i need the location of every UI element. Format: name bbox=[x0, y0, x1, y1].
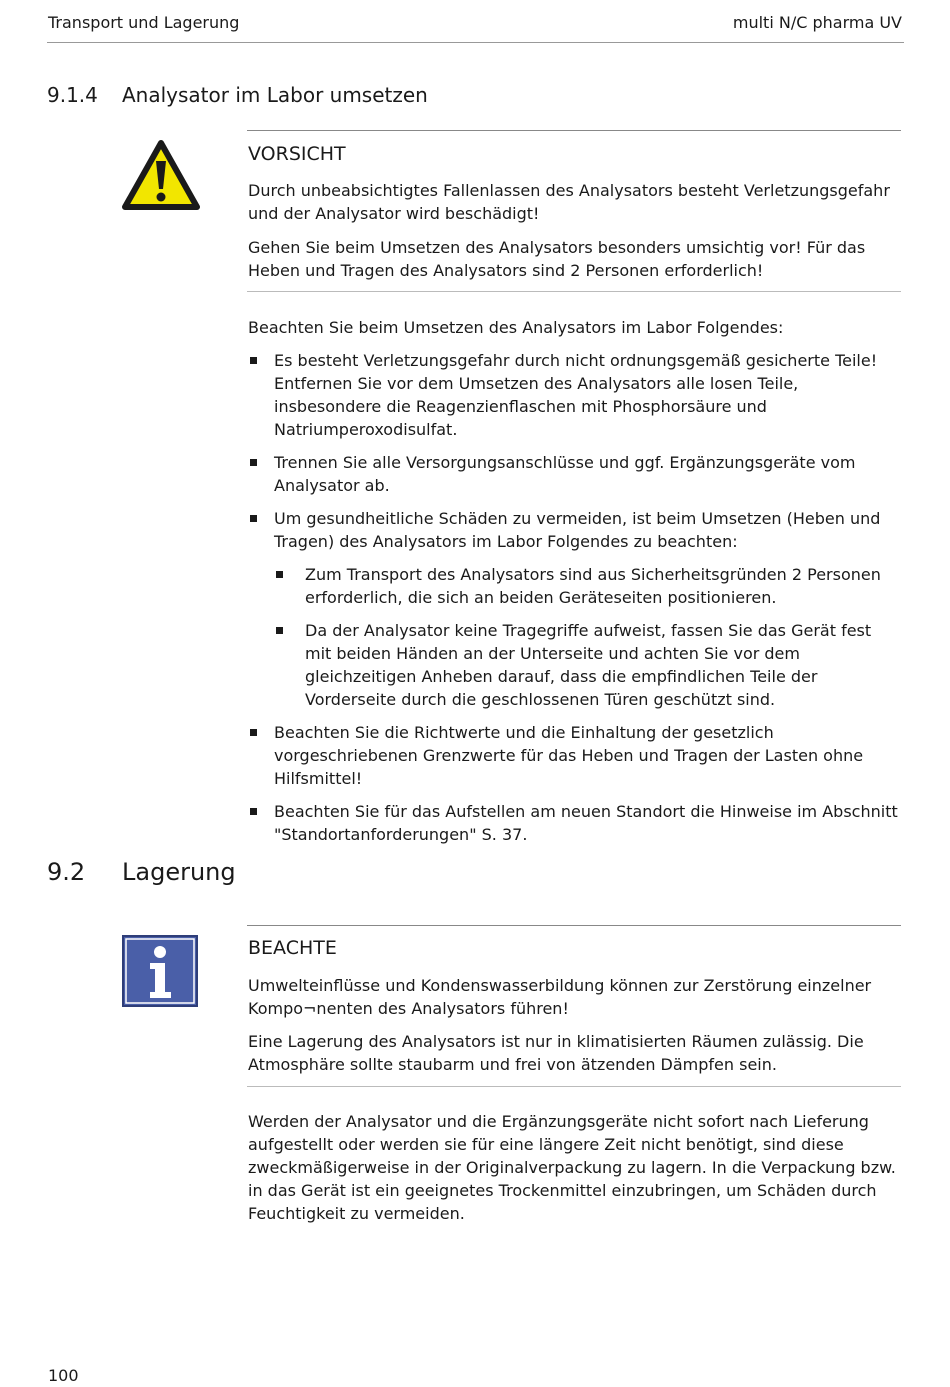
warning-triangle-icon bbox=[121, 139, 201, 215]
list-item: Beachten Sie die Richtwerte und die Einhaltung der gesetzlich vorgeschriebenen Grenzwerte für das Heben und Tragen der Lasten ohne Hilfsmittel! bbox=[248, 721, 898, 790]
list-item: Es besteht Verletzungsgefahr durch nicht ordnungsgemäß gesicherte Teile! Entfernen Sie vor dem Umsetzen des Analysators alle losen Teile, insbesondere die Reagenzienflaschen mit Phosphorsäure und Natriumperoxodisulfat. bbox=[248, 349, 898, 441]
section-number: 9.2 bbox=[47, 858, 86, 886]
note-text-1: Umwelteinflüsse und Kondenswasserbildung können zur Zerstörung einzelner Kompo¬nenten des Analysators führen! bbox=[248, 976, 872, 1018]
section-heading-9-1-4 bbox=[47, 83, 428, 107]
header-divider bbox=[47, 42, 904, 43]
section-title: Lagerung bbox=[122, 858, 236, 886]
sub-list-item: Zum Transport des Analysators sind aus Sicherheitsgründen 2 Personen erforderlich, die sich an beiden Geräteseiten positionieren. bbox=[274, 563, 898, 609]
running-header-product: multi N/C pharma UV bbox=[732, 13, 902, 32]
list-item bbox=[248, 507, 898, 711]
list-item: Trennen Sie alle Versorgungsanschlüsse und ggf. Ergänzungsgeräte vom Analysator ab. bbox=[248, 451, 898, 497]
section-number: 9.1.4 bbox=[47, 83, 98, 107]
instruction-list bbox=[248, 349, 898, 856]
caution-box-top-rule bbox=[247, 130, 901, 131]
section-title: Analysator im Labor umsetzen bbox=[122, 83, 428, 107]
sub-list bbox=[274, 563, 898, 711]
list-item: Beachten Sie für das Aufstellen am neuen Standort die Hinweise im Abschnitt "Standortanforderungen" S. 37. bbox=[248, 800, 898, 846]
caution-box-bottom-rule bbox=[247, 291, 901, 292]
intro-paragraph: Beachten Sie beim Umsetzen des Analysators im Labor Folgendes: bbox=[248, 318, 784, 337]
note-box-top-rule bbox=[247, 925, 901, 926]
section-heading-9-2 bbox=[47, 858, 236, 886]
note-title: BEACHTE bbox=[248, 937, 337, 959]
info-icon bbox=[122, 935, 198, 1011]
page-number: 100 bbox=[48, 1366, 79, 1385]
note-box-bottom-rule bbox=[247, 1086, 901, 1087]
running-header-chapter: Transport und Lagerung bbox=[48, 13, 240, 32]
storage-paragraph: Werden der Analysator und die Ergänzungsgeräte nicht sofort nach Lieferung aufgestellt oder werden sie für eine längere Zeit nicht benötigt, sind diese zweckmäßigerweise in der Originalverpackung zu lagern. In die Verpackung bzw. in das Gerät ist ein geeignetes Trockenmittel einzubringen, um Schäden durch Feuchtigkeit zu vermeiden. bbox=[248, 1112, 896, 1223]
list-item-text: Um gesundheitliche Schäden zu vermeiden, ist beim Umsetzen (Heben und Tragen) des Analysators im Labor Folgendes zu beachten: bbox=[274, 509, 881, 551]
caution-title: VORSICHT bbox=[248, 143, 346, 165]
caution-text-1: Durch unbeabsichtigtes Fallenlassen des Analysators besteht Verletzungsgefahr und der Analysator wird beschädigt! bbox=[248, 181, 890, 223]
note-text-2: Eine Lagerung des Analysators ist nur in klimatisierten Räumen zulässig. Die Atmosphäre sollte staubarm und frei von ätzenden Dämpfen sein. bbox=[248, 1032, 864, 1074]
sub-list-item: Da der Analysator keine Tragegriffe aufweist, fassen Sie das Gerät fest mit beiden Händen an der Unterseite und achten Sie vor dem gleichzeitigen Anheben darauf, dass die empfindlichen Teile der Vorderseite durch die geschlossenen Türen geschützt sind. bbox=[274, 619, 898, 711]
caution-text-2: Gehen Sie beim Umsetzen des Analysators besonders umsichtig vor! Für das Heben und Tragen des Analysators sind 2 Personen erforderlich! bbox=[248, 238, 866, 280]
